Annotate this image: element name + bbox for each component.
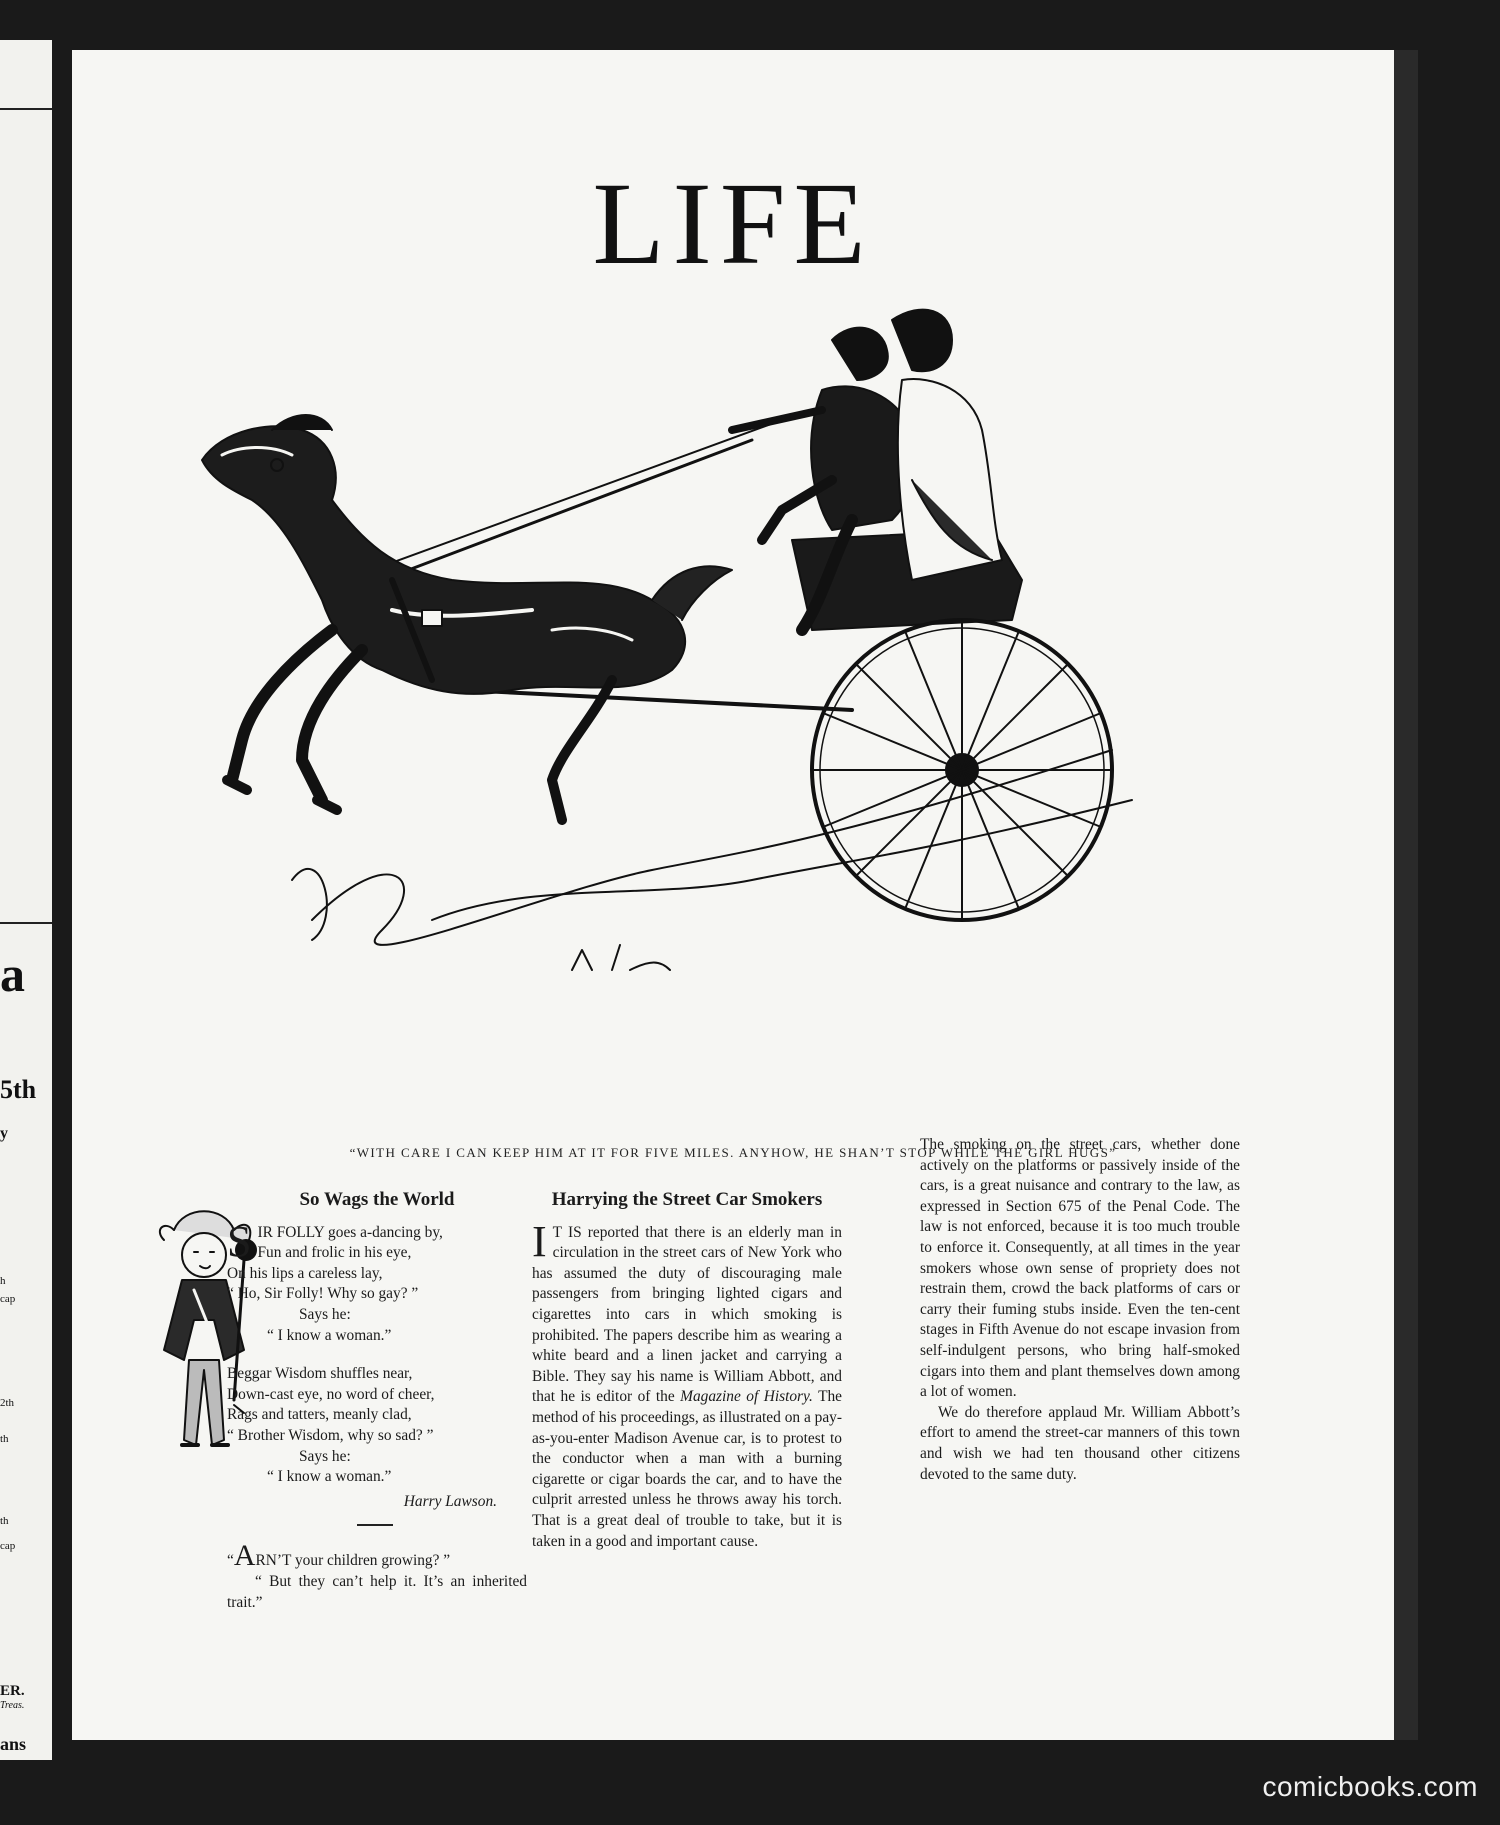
article-text: The method of his proceedings, as illustrated on a pay-as-you-enter Madison Avenue car, is to protest to the conductor when a man with a burning cigarette or cigar boards the car, and to have the culprit arrested unless he throws away his torch. That is a great deal of trouble to take, but it is taken in a good and important cause. xyxy=(532,1388,842,1550)
poem-line: “ Ho, Sir Folly! Why so gay? ” xyxy=(227,1285,419,1303)
poem-line: Beggar Wisdom shuffles near, xyxy=(227,1365,413,1383)
poem-line: Down-cast eye, no word of cheer, xyxy=(227,1385,435,1403)
joke-line xyxy=(227,1539,527,1573)
rule xyxy=(0,922,52,924)
prev-fragment: cap xyxy=(0,1540,16,1552)
prev-fragment: 2th xyxy=(0,1397,15,1409)
prev-fragment: cap xyxy=(0,1293,16,1305)
joke-text: RN’T your children growing? ” xyxy=(255,1552,451,1570)
poem-line: Says he: xyxy=(299,1305,351,1323)
page-edge-shadow xyxy=(1394,50,1418,1740)
prev-fragment: Treas. xyxy=(0,1700,25,1711)
drop-cap: I xyxy=(532,1216,547,1266)
poem-title: So Wags the World xyxy=(299,1189,455,1210)
article-paragraph: We do therefore applaud Mr. William Abbott’s effort to amend the street-car manners of this town and wish we had ten thousand other citizens devoted to the same duty. xyxy=(920,1403,1240,1483)
article-text: T IS reported that there is an elderly man in circulation in the street cars of New York who has assumed the duty of discouraging male passengers from bringing lighted cigars and cigarettes into cars in which smoking is prohibited. The papers describe him as wearing a white beard and a linen jacket and carrying a Bible. They say his name is William Abbott, and that he is editor of the xyxy=(532,1223,842,1406)
article-column-continued xyxy=(920,1135,1240,1485)
prev-fragment: ans xyxy=(0,1734,27,1754)
prev-fragment: a xyxy=(0,946,25,1002)
drop-cap: S xyxy=(227,1216,252,1266)
poem-line: Rags and tatters, meanly clad, xyxy=(227,1406,412,1424)
prev-fragment: th xyxy=(0,1515,9,1527)
prev-fragment: 5th xyxy=(0,1075,37,1104)
article-title: Harrying the Street Car Smokers xyxy=(551,1189,823,1210)
joke xyxy=(227,1539,527,1613)
prev-fragment: th xyxy=(0,1433,9,1445)
horse-cart-illustration xyxy=(132,280,1332,1100)
article-paragraph xyxy=(532,1216,842,1553)
divider xyxy=(357,1524,393,1526)
article-column xyxy=(532,1190,842,1552)
poem-line: “ Brother Wisdom, why so sad? ” xyxy=(227,1426,434,1444)
poem-line: Fun and frolic in his eye, xyxy=(257,1244,412,1262)
poem-line: Says he: xyxy=(299,1447,351,1465)
previous-page-edge xyxy=(0,40,52,1760)
drop-cap: A xyxy=(233,1539,256,1573)
joke-text: “ But they can’t help it. It’s an inherited trait.” xyxy=(227,1572,527,1611)
article-paragraph: The smoking on the street cars, whether done actively on the platforms or passively inside of the cars, is a great nuisance and contrary to the law, as expressed in Section 675 of the Penal Code. The law is not enforced, because it is too much trouble to enforce it. Consequently, at all times in the year smokers whose own sense of propriety does not restrain them, crowd the back platforms of cars or carry their fuming stubs inside. Even the ten-cent stages in Fifth Avenue do not escape invasion from self-indulgent persons, who bring half-smoked cigars into them and plant themselves down among a lot of women. xyxy=(920,1136,1240,1401)
magazine-page xyxy=(72,50,1394,1740)
poem-column xyxy=(227,1190,527,1613)
poem-stanza xyxy=(227,1364,527,1488)
prev-fragment: y xyxy=(0,1125,8,1142)
rule xyxy=(0,108,52,110)
poem-author: Harry Lawson. xyxy=(403,1492,497,1510)
masthead-title: LIFE xyxy=(592,158,874,289)
magazine-name: Magazine of History. xyxy=(680,1388,813,1406)
watermark: comicbooks.com xyxy=(1262,1771,1478,1802)
poem-line: “ I know a woman.” xyxy=(267,1326,392,1344)
prev-fragment: h xyxy=(0,1275,6,1287)
prev-fragment: ER. xyxy=(0,1683,25,1699)
poem-line: IR FOLLY goes a-dancing by, xyxy=(257,1223,443,1241)
open-quote: “ xyxy=(227,1552,234,1570)
poem-line: “ I know a woman.” xyxy=(267,1468,392,1486)
poem-line: On his lips a careless lay, xyxy=(227,1264,383,1282)
illustration-caption: “WITH CARE I CAN KEEP HIM AT IT FOR FIVE MILES. ANYHOW, HE SHAN’T STOP WHILE THE GIRL HUGS” xyxy=(349,1145,1117,1160)
poem-stanza xyxy=(227,1216,527,1347)
